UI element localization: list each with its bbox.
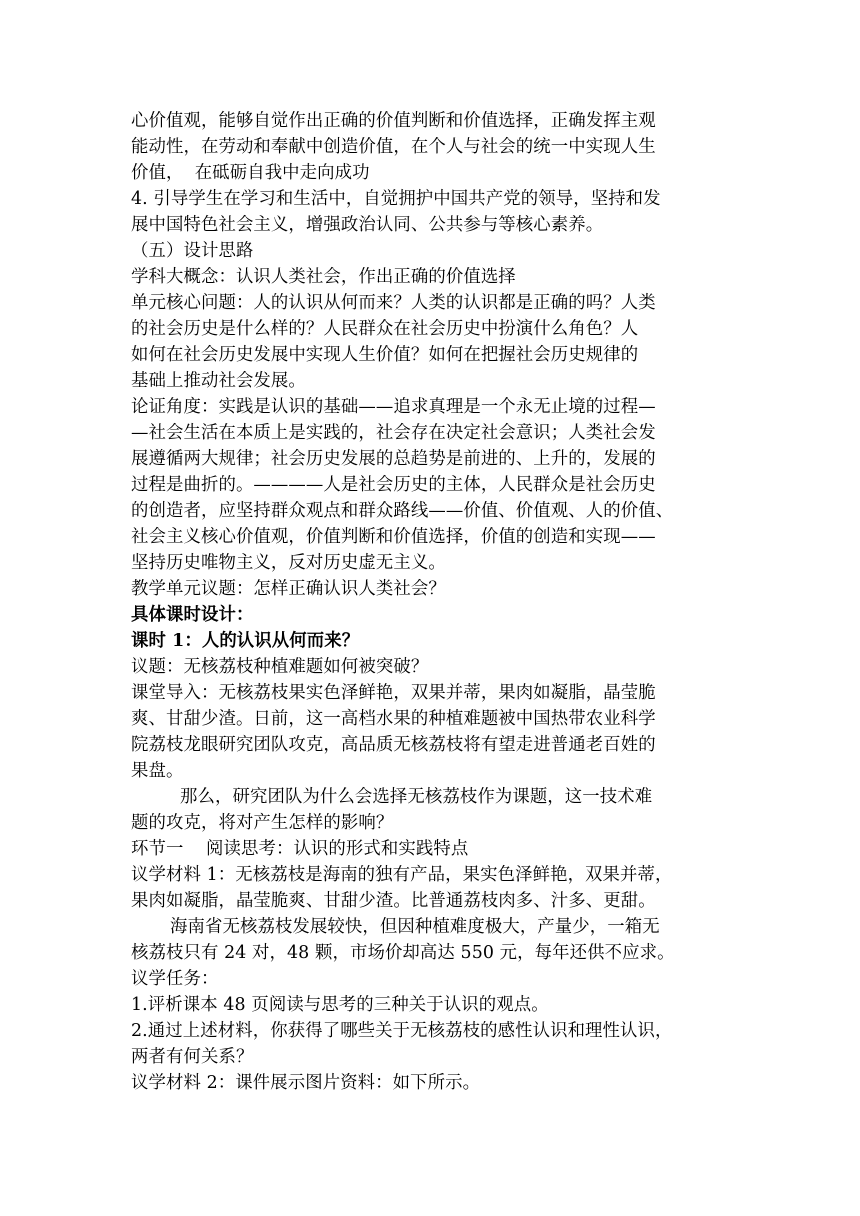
text-line: 题的攻克，将对产生怎样的影响？ <box>131 813 394 833</box>
indented-line: 海南省无核荔枝发展较快，但因种植难度极大，产量少，一箱无 <box>170 917 660 937</box>
text-line: 议学任务： <box>131 969 219 989</box>
text-line: 学科大概念：认识人类社会，作出正确的价值选择 <box>131 267 516 287</box>
text-line: 教学单元议题：怎样正确认识人类社会？ <box>131 579 446 599</box>
lesson-heading: 课时 1：人的认识从何而来？ <box>131 631 360 651</box>
text-line: 心价值观，能够自觉作出正确的价值判断和价值选择，正确发挥主观 <box>131 111 656 131</box>
text-line: 核荔枝只有 24 对，48 颗，市场价却高达 550 元，每年还供不应求。 <box>131 943 675 963</box>
text-line: 课堂导入：无核荔枝果实色泽鲜艳，双果并蒂，果肉如凝脂，晶莹脆 <box>131 683 656 703</box>
text-line: 价值， 在砥砺自我中走向成功 <box>131 163 370 183</box>
text-line: 社会主义核心价值观，价值判断和价值选择，价值的创造和实现—— <box>131 527 656 547</box>
bold-heading: 具体课时设计： <box>131 605 254 625</box>
text-line: 果盘。 <box>131 761 184 781</box>
document-body <box>131 108 751 1096</box>
text-line: 展遵循两大规律；社会历史发展的总趋势是前进的、上升的，发展的 <box>131 449 656 469</box>
text-line: 2.通过上述材料，你获得了哪些关于无核荔枝的感性认识和理性认识， <box>131 1021 673 1041</box>
text-line: 1.评析课本 48 页阅读与思考的三种关于认识的观点。 <box>131 995 549 1015</box>
text-line: 果肉如凝脂，晶莹脆爽、甘甜少渣。比普通荔枝肉多、汁多、更甜。 <box>131 891 656 911</box>
text-line: 环节一 阅读思考：认识的形式和实践特点 <box>131 839 469 859</box>
text-line: 的社会历史是什么样的？人民群众在社会历史中扮演什么角色？人 <box>131 319 639 339</box>
text-line: 议题：无核荔枝种植难题如何被突破？ <box>131 657 429 677</box>
section-heading: （五）设计思路 <box>131 241 254 261</box>
text-line: 的创造者，应坚持群众观点和群众路线——价值、价值观、人的价值、 <box>131 501 674 521</box>
text-line: 爽、甘甜少渣。日前，这一高档水果的种植难题被中国热带农业科学 <box>131 709 656 729</box>
text-line: 两者有何关系？ <box>131 1047 254 1067</box>
text-line: 展中国特色社会主义，增强政治认同、公共参与等核心素养。 <box>131 215 604 235</box>
text-line: 院荔枝龙眼研究团队攻克，高品质无核荔枝将有望走进普通老百姓的 <box>131 735 656 755</box>
text-line: 单元核心问题：人的认识从何而来？人类的认识都是正确的吗？人类 <box>131 293 656 313</box>
text-line: 过程是曲折的。————人是社会历史的主体，人民群众是社会历史 <box>131 475 656 495</box>
indented-line: 那么，研究团队为什么会选择无核荔枝作为课题，这一技术难 <box>180 787 653 807</box>
text-line: —社会生活在本质上是实践的，社会存在决定社会意识；人类社会发 <box>131 423 656 443</box>
text-line: 坚持历史唯物主义，反对历史虚无主义。 <box>131 553 446 573</box>
text-line: 议学材料 2：课件展示图片资料：如下所示。 <box>131 1073 481 1093</box>
text-line: 议学材料 1：无核荔枝是海南的独有产品，果实色泽鲜艳，双果并蒂， <box>131 865 673 885</box>
text-line: 能动性，在劳动和奉献中创造价值，在个人与社会的统一中实现人生 <box>131 137 656 157</box>
text-line: 论证角度：实践是认识的基础——追求真理是一个永无止境的过程— <box>131 397 656 417</box>
text-line: 基础上推动社会发展。 <box>131 371 306 391</box>
text-line: 如何在社会历史发展中实现人生价值？如何在把握社会历史规律的 <box>131 345 639 365</box>
text-line: 4. 引导学生在学习和生活中，自觉拥护中国共产党的领导，坚持和发 <box>131 189 661 209</box>
